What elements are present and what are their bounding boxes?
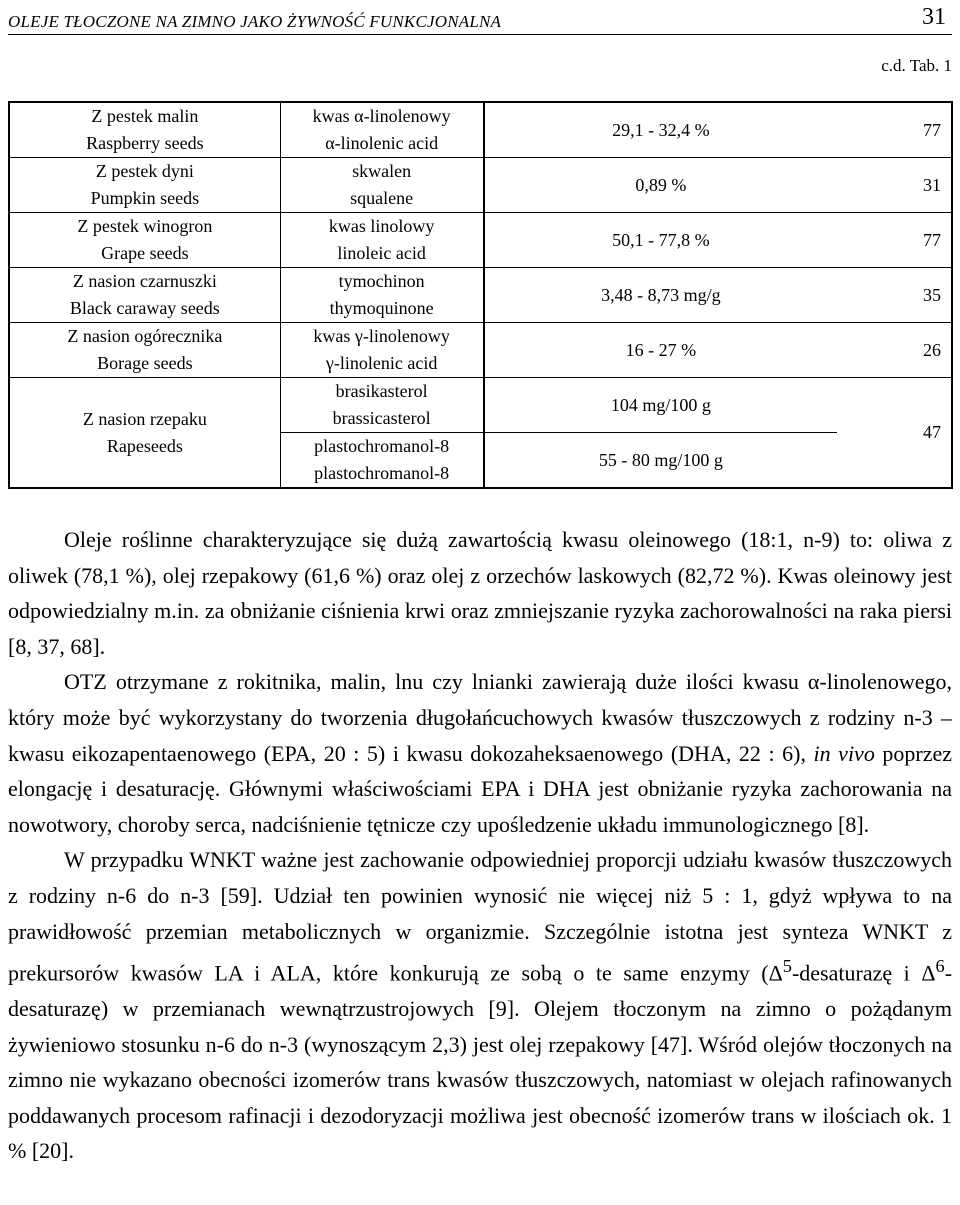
seed-name-en: Black caraway seeds [69,298,220,318]
compound-name-pl: brasikasterol [335,381,428,401]
seed-name-pl: Z pestek winogron [77,216,213,236]
seed-name-pl: Z pestek malin [91,106,199,126]
compound-name-en: squalene [350,188,414,208]
compound-name-pl: skwalen [352,161,412,181]
compound-name-pl: tymochinon [338,271,425,291]
compound-name-pl: kwas γ-linolenowy [313,326,450,346]
content-cell: 55 - 80 mg/100 g [484,433,838,489]
paragraph [8,842,952,1169]
table-row [9,378,952,433]
compound-name-en: linoleic acid [337,243,426,263]
seed-cell [9,213,280,268]
seed-name-en: Pumpkin seeds [90,188,200,208]
seed-cell [9,158,280,213]
superscript: 6 [935,956,945,977]
table-row [9,158,952,213]
seed-name-pl: Z nasion ogórecznika [67,326,223,346]
paragraph-text: W przypadku WNKT ważne jest zachowanie odpowiedniej proporcji udziału kwasów tłuszczowych z rodziny n-6 do n-3 [59]. Udział ten powinien wynosić nie więcej niż 5 : 1, gdyż wpływa to na prawidłowość przemian metabolicznych w organizmie. Szczególnie istotna jest synteza WNKT z prekursorów kwasów LA i ALA, które konkurują ze sobą o te same enzymy ( [8,847,952,986]
compound-cell [280,158,483,213]
compound-cell [280,268,483,323]
content-cell: 29,1 - 32,4 % [484,102,838,158]
paragraph-text: poprzez elongację i desaturację. Głównymi właściwościami EPA i DHA jest obniżanie ryzyka zachorowania na nowotwory, choroby serca, nadciśnienie tętnicze czy upośledzenie układu immunologicznego [8]. [8,740,953,837]
compound-name-en: γ-linolenic acid [325,353,438,373]
paragraph-text: -desaturazę) w przemianach wewnątrzustrojowych [9]. Olejem tłoczonym na zimno o pożądanym żywieniowo stosunku n-6 do n-3 (wynoszącym 2,3) jest olej rzepakowy [47]. Wśród olejów tłoczonych na zimno nie wykazano obecności izomerów trans kwasów tłuszczowych, natomiast w olejach rafinowanych poddawanych procesom rafinacji i dezodoryzacji możliwa jest obecność izomerów trans w ilościach ok. 1 % [20]. [8,960,953,1164]
compound-cell [280,323,483,378]
seed-name-pl: Z nasion czarnuszki [72,271,217,291]
table-row [9,323,952,378]
reference-cell: 77 [837,102,952,158]
reference-cell: 26 [837,323,952,378]
compound-name-pl: kwas α-linolenowy [312,106,451,126]
content-cell: 104 mg/100 g [484,378,838,433]
seed-name-en: Rapeseeds [106,435,183,456]
seed-cell [9,102,280,158]
reference-cell: 47 [837,378,952,489]
paragraph-text: -desaturazę i [791,960,910,986]
seed-name-pl: Z nasion rzepaku [82,408,207,429]
paragraph [8,664,952,842]
compound-name-en: brassicasterol [332,408,431,428]
content-cell: 3,48 - 8,73 mg/g [484,268,838,323]
compound-cell [280,433,483,489]
superscript: 5 [782,956,792,977]
compound-name-en: α-linolenic acid [325,133,439,153]
reference-cell: 31 [837,158,952,213]
compound-name-pl: plastochromanol-8 [314,436,450,456]
content-cell: 50,1 - 77,8 % [484,213,838,268]
table-row [9,268,952,323]
body-text [8,522,952,1169]
compound-cell [280,102,483,158]
compound-name-en: thymoquinone [329,298,434,318]
compound-name-en: plastochromanol-8 [314,463,450,483]
seed-cell [9,323,280,378]
oil-composition-table [8,101,953,489]
reference-cell: 77 [837,213,952,268]
compound-cell [280,378,483,433]
content-cell: 16 - 27 % [484,323,838,378]
paragraph-text: OTZ otrzymane z rokitnika, malin, lnu czy lnianki zawierają duże ilości kwasu α-linolenowego, który może być wykorzystany do tworzenia długołańcuchowych kwasów tłuszczowych z rodziny n-3 – kwasu eikozapentaenowego (EPA, 20 : 5) i kwasu dokozaheksaenowego (DHA, 22 : 6), [8,669,952,766]
seed-cell [9,268,280,323]
compound-cell [280,213,483,268]
table-caption: c.d. Tab. 1 [881,56,952,75]
seed-name-pl: Z pestek dyni [95,161,194,181]
seed-name-en: Grape seeds [101,243,189,263]
compound-name-pl: kwas linolowy [328,216,435,236]
seed-cell [9,378,280,489]
seed-name-en: Borage seeds [97,353,193,373]
italic-term: in vivo [813,740,875,766]
paragraph: Oleje roślinne charakteryzujące się dużą zawartością kwasu oleinowego (18:1, n-9) to: oliwa z oliwek (78,1 %), olej rzepakowy (61,6 %) oraz olej z orzechów laskowych (82,72 %). Kwas oleinowy jest odpowiedzialny m.in. za obniżanie ciśnienia krwi oraz zmniejszanie ryzyka zachorowalności na raka piersi [8, 37, 68]. [8,527,952,659]
delta-symbol: Δ [768,960,783,986]
content-cell: 0,89 % [484,158,838,213]
running-header [8,4,952,35]
delta-symbol: Δ [921,960,936,986]
table-row [9,102,952,158]
running-title: OLEJE TŁOCZONE NA ZIMNO JAKO ŻYWNOŚĆ FUNKCJONALNA [8,12,502,31]
seed-name-en: Raspberry seeds [86,133,204,153]
table-row [9,213,952,268]
page-number: 31 [922,4,946,30]
reference-cell: 35 [837,268,952,323]
